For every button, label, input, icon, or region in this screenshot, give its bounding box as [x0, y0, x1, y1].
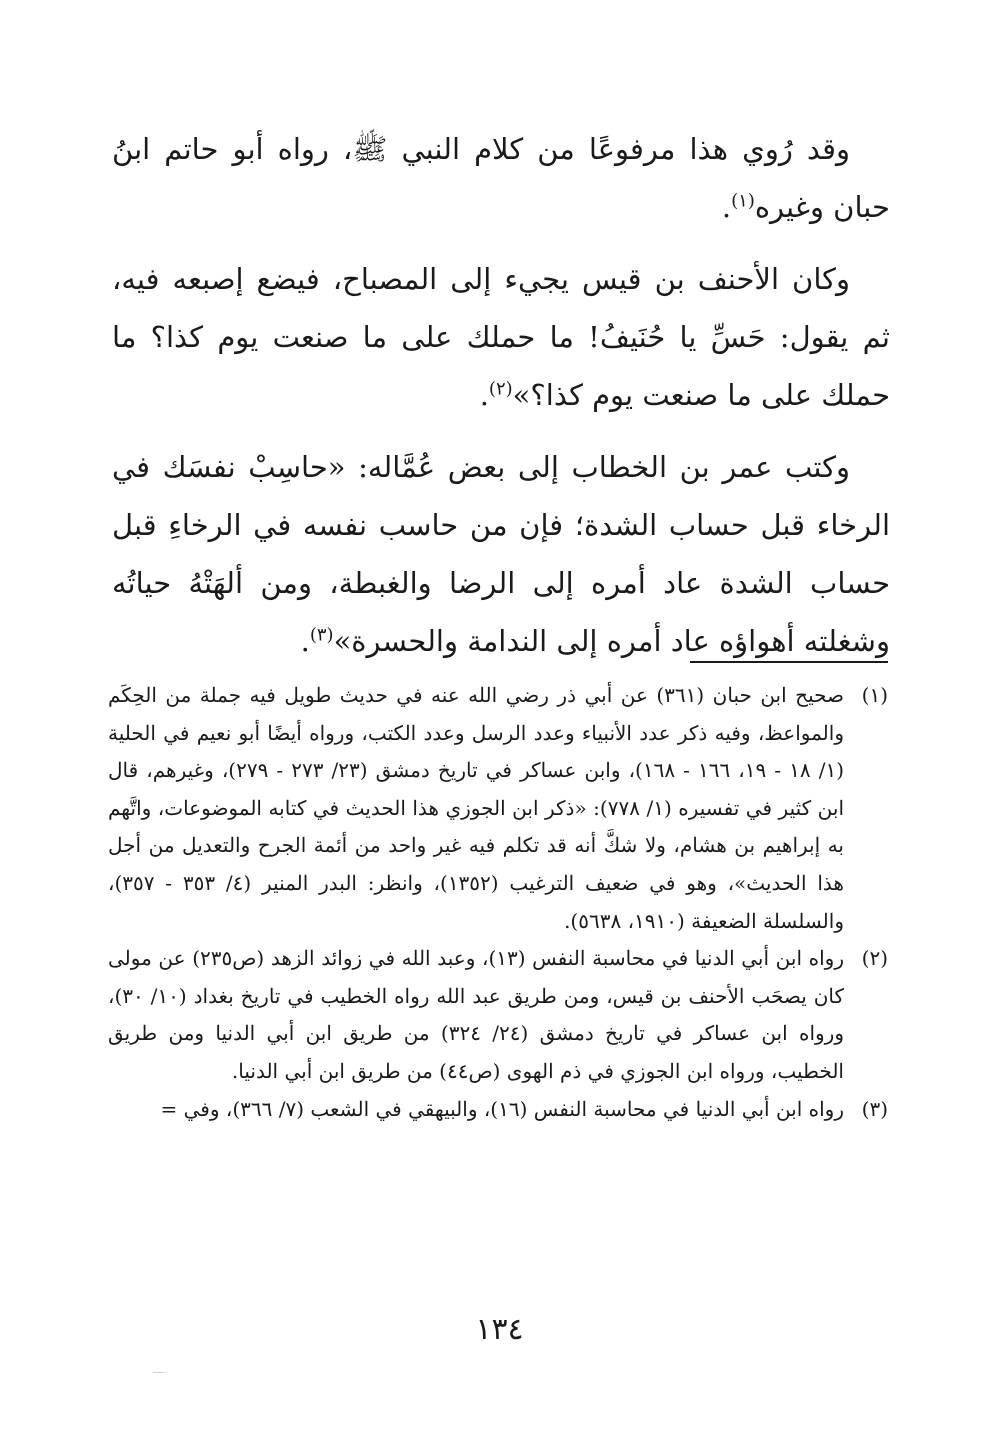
paragraph-1: [112, 120, 890, 236]
footnote-ref-3[interactable]: (٣): [309, 624, 334, 646]
period: .: [479, 378, 489, 412]
paragraph-2: [112, 250, 890, 424]
footnote-text: رواه ابن أبي الدنيا في محاسبة النفس (١٣)، وعبد الله في زوائد الزهد (ص٢٣٥) عن مولى كان يصحَب الأحنف بن قيس، ومن طريق عبد الله رواه الخطيب في تاريخ بغداد (١٠/ ٣٠)، ورواه ابن عساكر في تاريخ دمشق (٢٤/ ٣٢٤) من طريق ابن أبي الدنيا ومن طريق الخطيب، ورواه ابن الجوزي في ذم الهوى (ص٤٤) من طريق ابن أبي الدنيا.: [108, 946, 844, 1083]
main-text: [112, 120, 890, 684]
scan-mark: [153, 1372, 165, 1373]
paragraph-3: [112, 438, 890, 670]
footnote-number: (٢): [861, 946, 888, 971]
footnote-number: (٣): [861, 1096, 888, 1121]
footnote-separator: [690, 661, 888, 663]
footnote-3: [108, 1091, 888, 1129]
footnote-number: (١): [861, 683, 888, 707]
page-number: ١٣٤: [475, 1312, 524, 1347]
footnote-text: صحيح ابن حبان (٣٦١) عن أبي ذر رضي الله عنه في حديث طويل فيه جملة من الحِكَم والمواعظ، وفيه ذكر عدد الأنبياء وعدد الرسل وعدد الكتب، ورواه أيضًا أبو نعيم في الحلية (١/ ١٨ - ١٩، ١٦٦ - ١٦٨)، وابن عساكر في تاريخ دمشق (٢٣/ ٢٧٣ - ٢٧٩)، وغيرهم، قال ابن كثير في تفسيره (١/ ٧٧٨): «ذكر ابن الجوزي هذا الحديث في كتابه الموضوعات، واتَّهم به إبراهيم بن هشام، ولا شكَّ أنه قد تكلم فيه غير واحد من أئمة الجرح والتعديل من أجل هذا الحديث»، وهو في ضعيف الترغيب (١٣٥٢)، وانظر: البدر المنير (٤/ ٣٥٣ - ٣٥٧)، والسلسلة الضعيفة (١٩١٠، ٥٦٣٨).: [108, 683, 844, 933]
footnote-ref-2[interactable]: (٢): [488, 378, 513, 400]
period: .: [300, 624, 310, 658]
paragraph-2-text: وكان الأحنف بن قيس يجيء إلى المصباح، فيضع إصبعه فيه، ثم يقول: حَسِّ يا حُنَيفُ! ما حملك على ما صنعت يوم كذا؟ ما حملك على ما صنعت يوم كذا؟»: [112, 262, 890, 412]
paragraph-1-text: وقد رُوي هذا مرفوعًا من كلام النبي ﷺ، رواه أبو حاتم ابنُ حبان وغيره: [112, 132, 890, 224]
paragraph-3-text: وكتب عمر بن الخطاب إلى بعض عُمَّاله: «حاسِبْ نفسَك في الرخاء قبل حساب الشدة؛ فإن من حاسب نفسه في الرخاءِ قبل حساب الشدة عاد أمره إلى الرضا والغبطة، ومن ألهَتْهُ حياتُه وشغلته أهواؤه عاد أمره إلى الندامة والحسرة»: [112, 450, 890, 658]
footnote-ref-1[interactable]: (١): [731, 190, 755, 212]
footnote-text: رواه ابن أبي الدنيا في محاسبة النفس (١٦)، والبيهقي في الشعب (٧/ ٣٦٦)، وفي =: [160, 1096, 844, 1121]
footnotes: [108, 677, 888, 1128]
period: .: [721, 190, 732, 224]
footnote-1: [108, 677, 888, 940]
footnote-2: [108, 940, 888, 1090]
